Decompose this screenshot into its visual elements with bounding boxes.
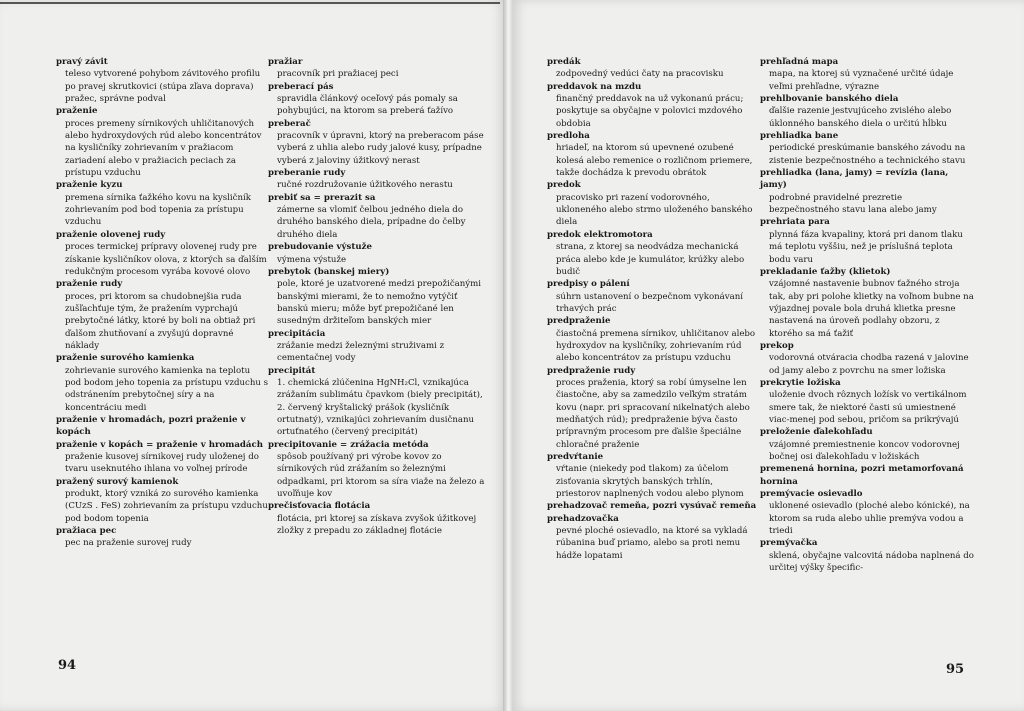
entry-definition: mapa, na ktorej sú vyznačené určité údaje veľmi prehľadne, výrazne [769, 69, 954, 92]
entry-headword: praženie kyzu [56, 180, 123, 191]
dictionary-entry [760, 130, 975, 167]
right-page [512, 0, 1024, 711]
entry-headword: prekrytie ložiska [760, 377, 841, 388]
entry-definition: flotácia, pri ktorej sa získava zvyšok úžitkovej zložky z prepadu zo základnej flotácie [277, 513, 477, 537]
dictionary-entry [547, 451, 759, 500]
entry-headword: pražiar [268, 57, 303, 67]
entry-definition: produkt, ktorý vzniká zo surového kamienka (CUzS . FeS) zohrievaním za prístupu vzduchu pod bodom topenia [65, 489, 268, 524]
entry-definition: zrážanie medzi železnými struživami z cementačnej vody [277, 340, 445, 364]
dictionary-column-2 [268, 56, 486, 537]
entry-definition: pracovisko pri razení vodorovného, ukloneného alebo strmo uloženého banského diela [556, 192, 753, 228]
entry-definition: 1. chemická zlúčenina HgNH₂Cl, vznikajúca zrážaním sublimátu čpavkom (biely precipitát), 2. červený kryštalický prášok (kysličník ortutnatý), vznikajúci zohrievaním dusičnanu ortuťnatého (červený precipitát) [277, 377, 483, 438]
entry-headword: pražený surový kamienok [56, 476, 179, 487]
dictionary-entry [56, 229, 269, 278]
dictionary-entry [56, 93, 269, 105]
entry-headword: prečisťovacia flotácia [268, 501, 371, 512]
dictionary-entry [760, 216, 975, 265]
dictionary-entry [268, 439, 486, 501]
dictionary-entry [547, 229, 759, 278]
dictionary-entry [56, 476, 269, 525]
entry-definition: podrobné pravidelné prezretie bezpečnostného stavu lana alebo jamy [769, 192, 937, 216]
entry-headword: predok elektromotora [547, 229, 653, 240]
dictionary-entry [760, 537, 975, 574]
dictionary-entry [56, 414, 269, 439]
entry-headword: praženie olovenej rudy [56, 229, 166, 240]
entry-headword: predloha [547, 131, 590, 142]
dictionary-entry [268, 500, 486, 537]
dictionary-entry [56, 179, 269, 228]
entry-definition: zámerne sa vlomiť čelbou jedného diela do druhého banského diela, prípadne do čelby druhého diela [277, 205, 466, 240]
dictionary-entry [547, 500, 759, 512]
dictionary-entry [760, 488, 975, 537]
page-number-left: 94 [58, 658, 77, 673]
entry-definition: vzájomné premiestnenie koncov vodorovnej bočnej osi ďalekohľadu v ložiskách [769, 439, 960, 462]
entry-definition: sklená, obyčajne valcovitá nádoba naplnená do určitej výšky špecific- [769, 550, 974, 574]
entry-headword: precipitát [268, 365, 316, 376]
entry-headword: preddavok na mzdu [547, 81, 642, 92]
entry-headword: prebiť sa = prerazit sa [268, 192, 376, 203]
dictionary-column-4 [760, 56, 975, 574]
entry-definition: uloženie dvoch rôznych ložísk vo vertikálnom smere tak, že niektoré časti sú umiestnené viac-menej pod sebou, pričom sa prikrývajú [769, 390, 967, 425]
dictionary-entry [56, 525, 269, 550]
entry-headword: prebudovanie výstuže [268, 242, 372, 253]
dictionary-entry [547, 513, 759, 562]
dictionary-column-3 [547, 56, 759, 562]
entry-headword: prehriata para [760, 217, 830, 228]
dictionary-entry [547, 278, 759, 315]
entry-headword: predák [547, 57, 581, 67]
entry-definition: vodorovná otváracia chodba razená v jalovine od jamy alebo z povrchu na smer ložiska [769, 353, 969, 376]
entry-definition: premena sírnika ťažkého kovu na kysličník zohrievaním pod bod topenia za prístupu vzduchu [65, 192, 251, 228]
entry-definition: teleso vytvorené pohybom závitového profilu po pravej skrutkovici (stúpa zľava doprava) [65, 69, 261, 92]
entry-headword: precipitácia [268, 328, 326, 339]
entry-headword: predpisy o pálení [547, 279, 630, 290]
dictionary-column-1 [56, 56, 269, 550]
entry-definition: proces praženia, ktorý sa robí úmyselne len čiastočne, aby sa zamedzilo veľkým stratám kovu (napr. pri spracovaní nikelnatých alebo medňatých rúd); predpraženie býva často prípravným procesom pre ďalšie špeciálne chloračné praženie [556, 377, 750, 450]
dictionary-entry [56, 105, 269, 179]
entry-headword: praženie [56, 106, 98, 117]
entry-definition: pracovník pri pražiacej peci [277, 69, 399, 80]
dictionary-entry [268, 192, 486, 241]
entry-definition: ďalšie razenie jestvujúceho zvislého alebo úklonného banského diela o určitú hĺbku [769, 106, 952, 129]
dictionary-entry [547, 179, 759, 228]
entry-definition: finančný preddavok na už vykonanú prácu; poskytuje sa obyčajne v polovici mzdového obdobia [556, 94, 744, 129]
dictionary-entry [760, 426, 975, 463]
dictionary-entry [56, 439, 269, 476]
entry-headword: prehadzovač remeňa, pozri vysúvač remeňa [547, 501, 757, 512]
entry-headword: prekladanie ťažby (klietok) [760, 266, 891, 277]
entry-definition: pevné ploché osievadlo, na ktoré sa vykladá rúbanina buď priamo, alebo sa proti nemu hádže lopatami [556, 526, 748, 561]
dictionary-entry [268, 118, 486, 167]
entry-definition: spôsob používaný pri výrobe kovov zo sírnikových rúd zrážaním so železnými odpadkami, pri ktorom sa síra viaže na železo a uvoľňuje kov [277, 452, 485, 500]
entry-definition: plynná fáza kvapaliny, ktorá pri danom tlaku má teplotu vyššiu, než je príslušná teplota bodu varu [769, 229, 963, 265]
entry-headword: premývacie osievadlo [760, 489, 863, 500]
entry-definition: pole, ktoré je uzatvorené medzi prepožičanými banskými mierami, že to nemožno vytýčiť banskú mieru; môže byť prepožičané len susedným držiteľom banských mier [277, 279, 482, 327]
entry-definition: proces premeny sírnikových uhličitanových alebo hydroxydových rúd alebo koncentrátov na kysličníky zohrievaním v pražiacom zariadení alebo v pražiacich peciach za prístupu vzduchu [65, 118, 262, 179]
entry-headword: preberací pás [268, 81, 334, 92]
entry-headword: pražiaca pec [56, 526, 117, 537]
dictionary-entry [56, 56, 269, 93]
entry-headword: preloženie ďalekohľadu [760, 427, 873, 438]
entry-definition: vŕtanie (niekedy pod tlakom) za účelom zisťovania skrytých banských trhlín, priestorov naplnených vodou alebo plynom [556, 464, 744, 500]
entry-headword: predpraženie [547, 316, 611, 327]
entry-headword: pravý závit [56, 57, 108, 67]
entry-headword: preberanie rudy [268, 168, 346, 179]
left-page [0, 0, 506, 711]
entry-headword: predvŕtanie [547, 452, 604, 462]
entry-definition: ručné rozdružovanie úžitkového nerastu [277, 180, 453, 191]
entry-definition: proces, pri ktorom sa chudobnejšia ruda zušľachťuje tým, že pražením vyprchajú prebytočné látky, ktoré by boli na obtiaž pri ďalšom zhutňovaní a zvyšujú dopravné náklady [65, 291, 256, 351]
dictionary-entry [760, 266, 975, 340]
entry-headword: praženie v hromadách, pozri praženie v kopách [56, 414, 246, 438]
entry-headword: premenená hornina, pozri metamorfovaná hornina [760, 464, 964, 487]
dictionary-entry [547, 130, 759, 179]
entry-definition: súhrn ustanovení o bezpečnom vykonávaní trhavých prác [556, 291, 744, 314]
entry-headword: predok [547, 180, 581, 191]
dictionary-entry [56, 352, 269, 414]
dictionary-entry [268, 365, 486, 439]
dictionary-entry [760, 340, 975, 377]
dictionary-entry [268, 56, 486, 81]
entry-definition: strana, z ktorej sa neodvádza mechanická práca alebo kde je kumulátor, krúžky alebo budič [556, 242, 745, 277]
dictionary-entry [760, 377, 975, 426]
dictionary-entry [268, 241, 486, 266]
dictionary-entry [56, 278, 269, 352]
entry-headword: praženie v kopách = praženie v hromadách [56, 439, 263, 450]
entry-headword: praženie rudy [56, 279, 123, 290]
dictionary-entry [268, 167, 486, 192]
dictionary-entry [760, 463, 975, 488]
entry-headword: prehliadka (lana, jamy) = revízia (lana, jamy) [760, 168, 949, 191]
entry-headword: prehlbovanie banského diela [760, 94, 899, 105]
entry-definition: hriadeľ, na ktorom sú upevnené ozubené kolesá alebo remenice o rozličnom priemere, takže dochádza k prevodu obrátok [556, 143, 753, 179]
entry-definition: výmena výstuže [277, 254, 347, 265]
entry-definition: pec na praženie surovej rudy [65, 538, 192, 549]
top-rule [0, 2, 500, 4]
entry-definition: čiastočná premena sírnikov, uhličitanov alebo hydroxydov na kysličníky, zohrievaním rúd alebo koncentrátov za prístupu vzduchu [556, 328, 756, 364]
dictionary-entry [547, 315, 759, 364]
entry-definition: periodické preskúmanie banského závodu na zistenie bezpečnostného a technického stavu [769, 143, 966, 166]
dictionary-entry [760, 167, 975, 216]
entry-definition: zohrievanie surového kamienka na teplotu pod bodom jeho topenia za prístupu vzduchu s odstránením prebytočnej síry a na koncentráciu medi [65, 365, 269, 413]
entry-definition: spravidla článkový oceľový pás pomaly sa pohybujúci, na ktorom sa preberá ťažívo [277, 94, 458, 117]
dictionary-entry [547, 365, 759, 451]
entry-headword: preberač [268, 118, 311, 129]
dictionary-entry [547, 56, 759, 81]
entry-headword: prekop [760, 340, 794, 351]
dictionary-entry [268, 328, 486, 365]
dictionary-entry [760, 56, 975, 93]
dictionary-entry [268, 266, 486, 328]
entry-headword: premývačka [760, 538, 818, 549]
entry-definition: pracovník v úpravni, ktorý na preberacom páse vyberá z uhlia alebo rudy jalové kusy, prípadne vyberá z jaloviny úžitkový nerast [277, 131, 484, 166]
entry-headword: prehadzovačka [547, 513, 619, 524]
entry-headword: precipitovanie = zrážacia metóda [268, 439, 429, 450]
entry-definition: proces termickej prípravy olovenej rudy pre získanie kysličníkov olova, z ktorých sa ďalším redukčným procesom vyrába kovové olovo [65, 242, 267, 277]
entry-headword: prebytok (banskej miery) [268, 266, 390, 277]
entry-definition: pražec, správne podval [65, 94, 166, 105]
page-number-right: 95 [946, 662, 965, 677]
entry-definition: praženie kusovej sírnikovej rudy uloženej do tvaru useknutého ihlana vo voľnej prírode [65, 452, 259, 475]
dictionary-entry [268, 81, 486, 118]
entry-headword: prehliadka bane [760, 131, 839, 142]
entry-headword: prehľadná mapa [760, 57, 839, 67]
dictionary-entry [547, 81, 759, 130]
entry-headword: predpraženie rudy [547, 365, 636, 376]
dictionary-entry [760, 93, 975, 130]
entry-definition: uklonené osievadlo (ploché alebo kónické), na ktorom sa ruda alebo uhlie premýva vodou a triedi [769, 501, 970, 537]
entry-headword: praženie surového kamienka [56, 353, 195, 364]
entry-definition: zodpovedný vedúci čaty na pracovisku [556, 69, 724, 80]
entry-definition: vzájomné nastavenie bubnov ťažného stroja tak, aby pri polohe klietky na voľnom bubne na výjazdnej povale bola druhá klietka presne nastavená na úroveň podlahy obzoru, z ktorého sa má ťažiť [769, 279, 974, 339]
